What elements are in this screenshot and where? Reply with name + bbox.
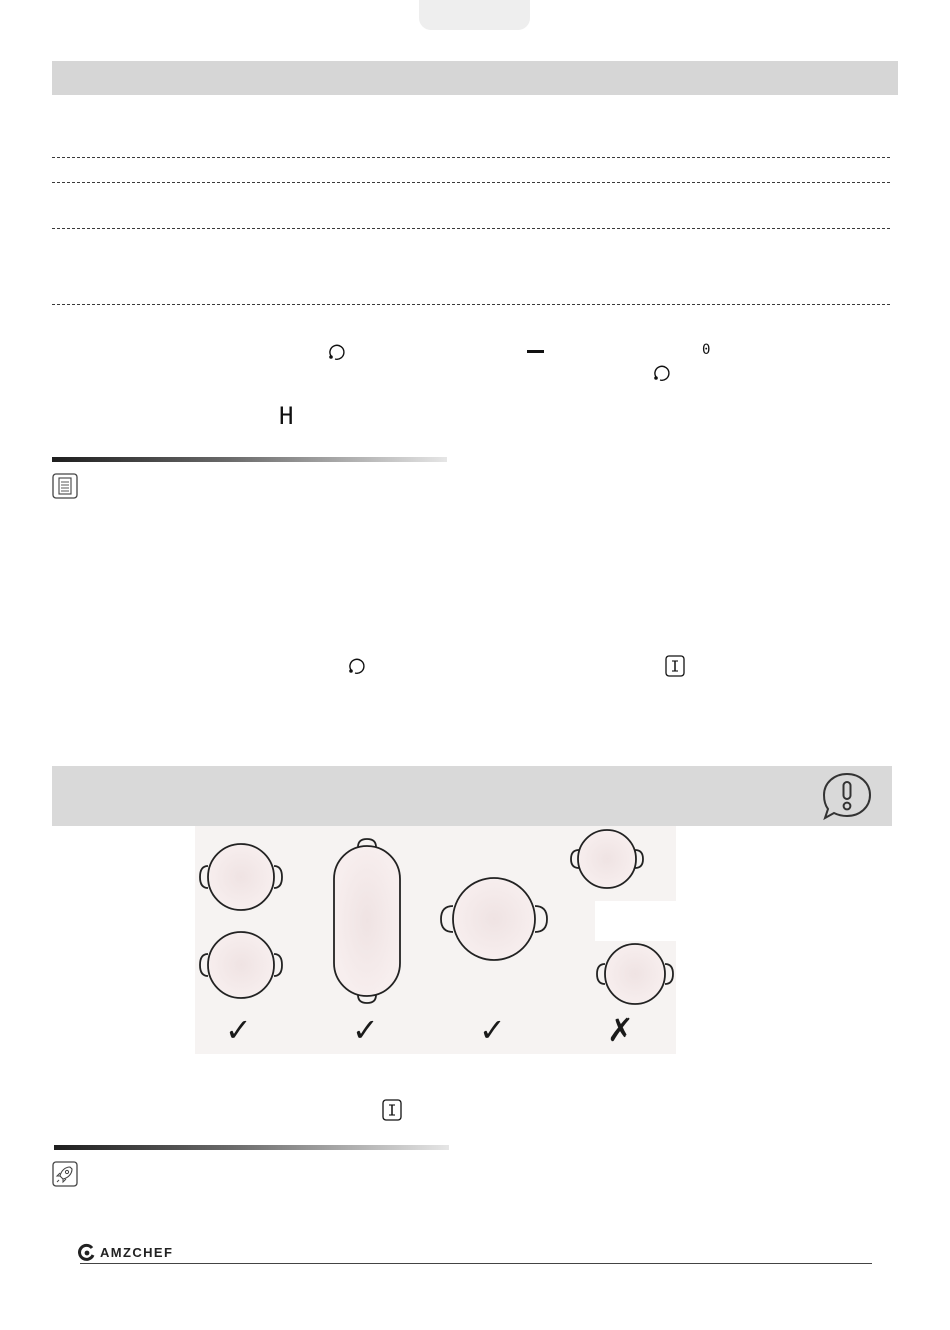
cookware-shapes <box>195 826 676 1054</box>
power-ring-icon <box>650 363 670 383</box>
rocket-icon <box>52 1161 78 1187</box>
section-header-bar <box>52 61 898 95</box>
small-pan-icon <box>200 844 282 910</box>
oval-pan-icon <box>334 839 400 1003</box>
dashed-rule <box>52 304 890 305</box>
burner-selector-icon <box>381 1098 403 1122</box>
offset-pan-icon <box>571 830 643 888</box>
suitable-check-mark: ✓ <box>352 1012 379 1048</box>
brand-name: AMZCHEF <box>100 1244 174 1260</box>
brand-mark-icon <box>78 1243 96 1261</box>
large-pan-icon <box>441 878 547 960</box>
section-divider <box>52 457 447 462</box>
notebook-icon <box>52 473 78 499</box>
suitable-check-mark: ✓ <box>479 1012 506 1048</box>
footer-rule <box>80 1263 872 1264</box>
brand-logo <box>78 1243 173 1261</box>
power-ring-icon <box>345 656 365 676</box>
burner-selector-icon <box>664 654 686 678</box>
page-tab <box>419 0 530 30</box>
warning-banner <box>52 766 892 826</box>
dashed-rule <box>52 182 890 183</box>
minus-segment-icon <box>527 350 544 353</box>
offset-pan-icon <box>597 944 673 1004</box>
dashed-rule <box>52 157 890 158</box>
suitable-check-mark: ✓ <box>225 1012 252 1048</box>
dashed-rule <box>52 228 890 229</box>
exclamation-speech-icon <box>820 770 874 822</box>
zero-segment-icon: 0 <box>702 342 711 358</box>
unsuitable-cross-mark: ✗ <box>607 1012 634 1048</box>
h-segment-icon: H <box>279 402 294 430</box>
small-pan-icon <box>200 932 282 998</box>
cookware-illustration <box>195 826 676 1054</box>
section-divider <box>54 1145 449 1150</box>
power-ring-icon <box>325 342 345 362</box>
